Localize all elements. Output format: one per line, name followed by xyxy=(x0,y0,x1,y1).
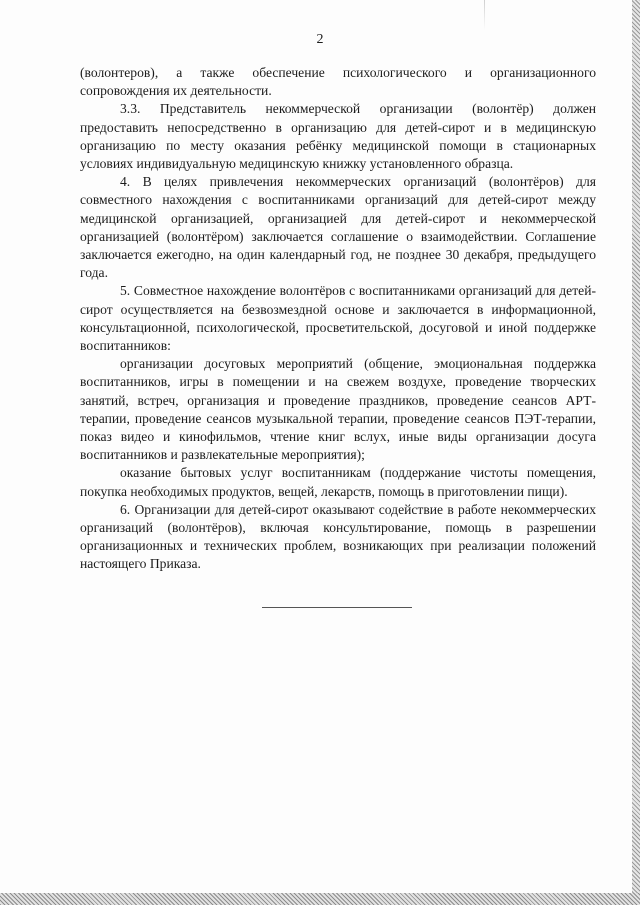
list-item-leisure: организации досуговых мероприятий (общение, эмоциональная поддержка воспитанников, игры в помещении и на свежем воздухе, проведение творческих занятий, встреч, организация и проведение праздников, проведение сеансов АРТ-терапии, проведение сеансов музыкальной терапии, проведение сеансов ПЭТ-терапии, показ видео и кинофильмов, чтение книг вслух, иные виды организации досуга воспитанников и развлекательные мероприятия); xyxy=(80,356,596,463)
paragraph-3-3: 3.3. Представитель некоммерческой организации (волонтёр) должен предоставить непосредственно в организацию для детей-сирот и в медицинскую организацию по месту оказания ребёнку медицинской помощи в стационарных условиях индивидуальную медицинскую книжку установленного образца. xyxy=(80,101,596,172)
document-body xyxy=(80,64,596,574)
paragraph-4: 4. В целях привлечения некоммерческих организаций (волонтёров) для совместного нахождения с воспитанниками организаций для детей-сирот между медицинской организацией, организацией для детей-сирот и некоммерческой организацией (волонтёром) заключается соглашение о взаимодействии. Соглашение заключается ежегодно, на один календарный год, не позднее 30 декабря, предыдущего года. xyxy=(80,174,596,281)
closing-divider xyxy=(262,607,412,608)
scan-edge-right xyxy=(632,0,640,905)
scan-artifact xyxy=(484,0,485,30)
scan-edge-bottom xyxy=(0,893,640,905)
list-item-household: оказание бытовых услуг воспитанникам (поддержание чистоты помещения, покупка необходимых продуктов, вещей, лекарств, помощь в приготовлении пищи). xyxy=(80,465,596,499)
page-number: 2 xyxy=(316,32,324,47)
paragraph-5: 5. Совместное нахождение волонтёров с воспитанниками организаций для детей-сирот осуществляется на безвозмездной основе и заключается в информационной, консультационной, психологической, просветительской, досуговой и иной поддержке воспитанников: xyxy=(80,283,596,354)
paragraph-6: 6. Организации для детей-сирот оказывают содействие в работе некоммерческих организаций (волонтёров), включая консультирование, помощь в разрешении организационных и технических проблем, возникающих при реализации положений настоящего Приказа. xyxy=(80,501,596,572)
paragraph-continuation: (волонтеров), а также обеспечение психологического и организационного сопровождения их деятельности. xyxy=(80,65,596,99)
